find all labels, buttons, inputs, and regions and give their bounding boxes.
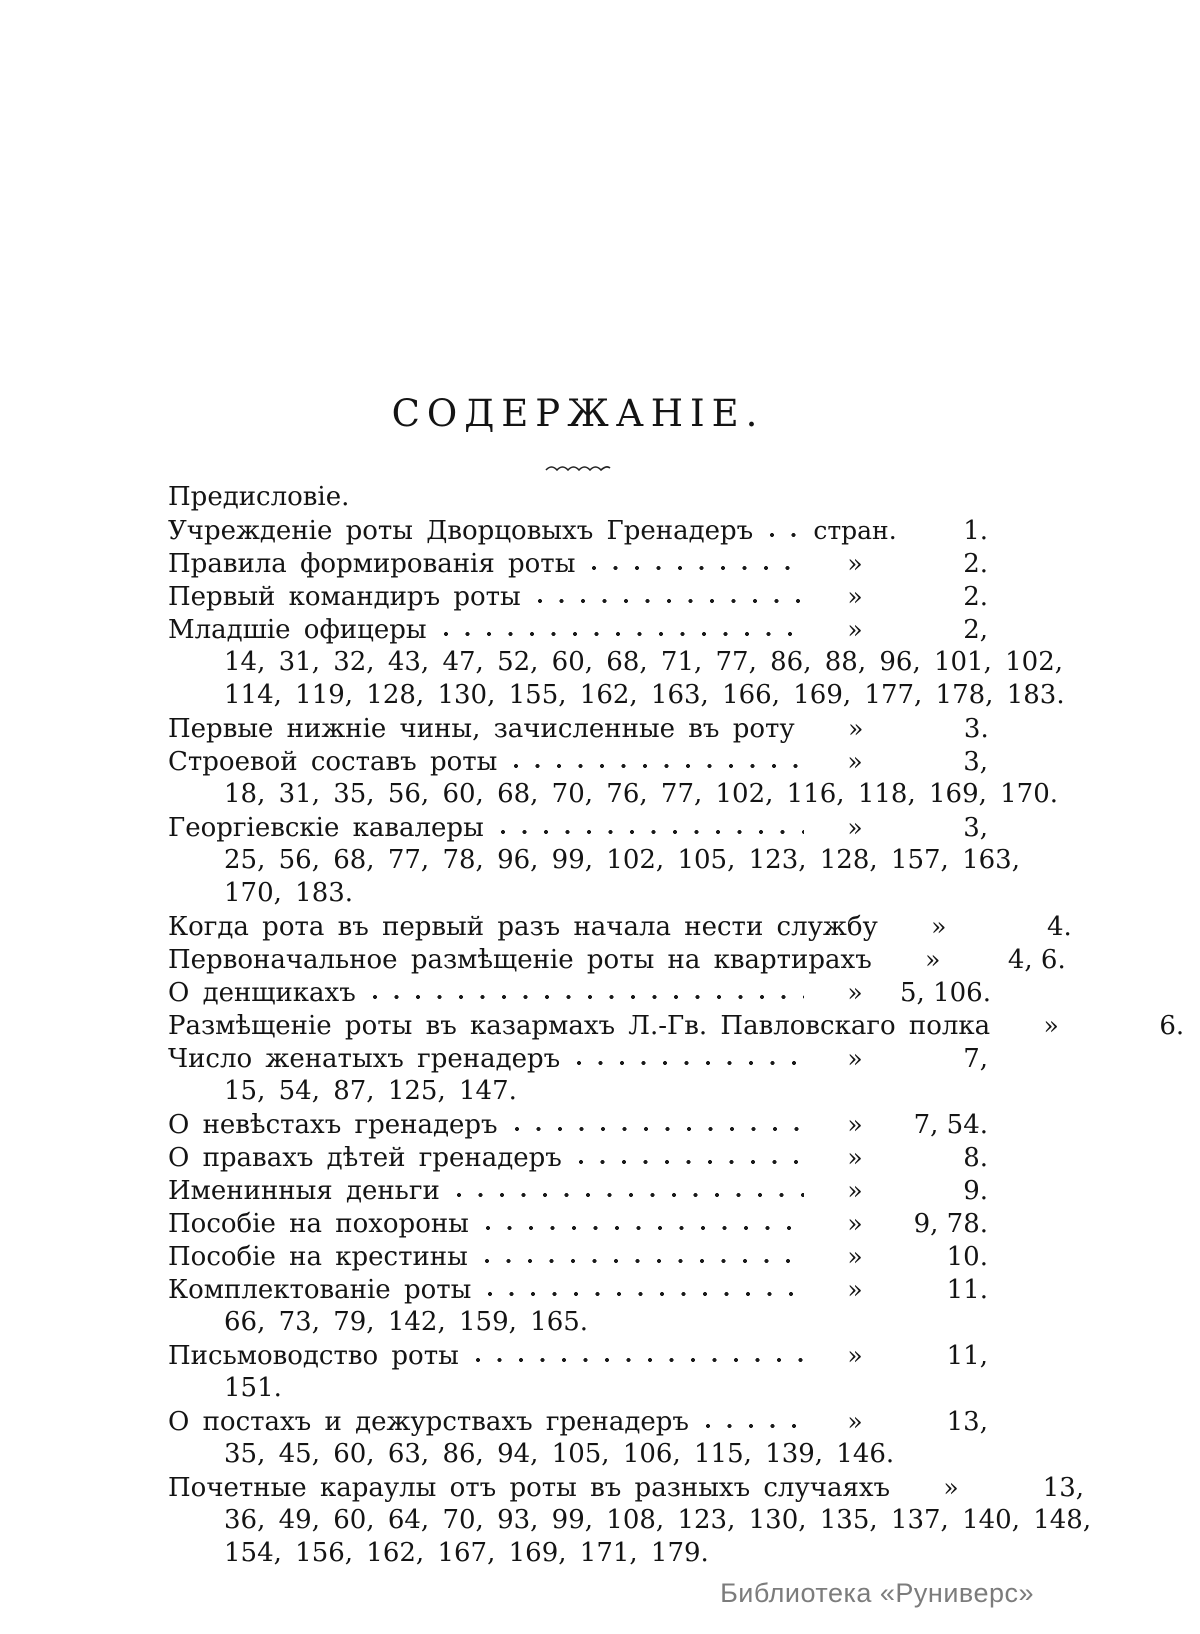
toc-entry-label: О правахъ дѣтей гренадеръ	[168, 1143, 562, 1173]
toc-entry-continuation	[168, 1504, 1092, 1537]
page-column-marker: стран.	[813, 516, 897, 545]
page-column-marker: »	[847, 747, 863, 776]
toc-entry-label: О постахъ и дежурствахъ гренадеръ	[168, 1407, 689, 1437]
dot-leader	[479, 1207, 804, 1240]
toc-entry-continuation	[168, 1075, 988, 1108]
continuation-page-numbers: 18, 31, 35, 56, 60, 68, 70, 76, 77, 102, 116, 118, 169, 170.	[224, 779, 1059, 809]
continuation-page-numbers: 15, 54, 87, 125, 147.	[224, 1076, 517, 1106]
toc-entry-continuation	[168, 1537, 988, 1570]
page-numbers: 3,	[963, 747, 988, 777]
toc-entry-label: Письмоводство роты	[168, 1341, 459, 1371]
toc-entry-label: О невѣстахъ гренадеръ	[168, 1110, 498, 1140]
toc-entry	[168, 613, 988, 646]
toc-entry-label: Первые нижніе чины, зачисленные въ роту	[168, 714, 795, 744]
toc-entry-label: Размѣщеніе роты въ казармахъ Л.-Гв. Павловскаго полка	[168, 1011, 991, 1041]
page-numbers: 7,	[963, 1044, 988, 1074]
page-numbers: 4.	[1046, 912, 1072, 942]
toc-entry	[168, 910, 1072, 943]
continuation-page-numbers: 151.	[224, 1373, 282, 1403]
toc-entry	[168, 745, 988, 778]
ornament-squiggle	[168, 458, 988, 477]
toc-entry-label: Учрежденіе роты Дворцовыхъ Гренадеръ	[168, 516, 754, 546]
toc-entry-label: Пособіе на похороны	[168, 1209, 469, 1239]
toc-entry-label: Первый командиръ роты	[168, 582, 521, 612]
page-numbers: 10.	[946, 1242, 988, 1272]
toc-entry-continuation	[168, 1372, 988, 1405]
page-numbers: 2.	[963, 549, 988, 579]
dot-leader	[570, 1042, 804, 1075]
page-numbers: 9, 78.	[913, 1209, 988, 1239]
toc-entry	[168, 1339, 988, 1372]
continuation-page-numbers: 170, 183.	[224, 878, 354, 908]
page-numbers: 9.	[963, 1176, 988, 1206]
toc-entry	[168, 481, 988, 514]
continuation-page-numbers: 154, 156, 162, 167, 169, 171, 179.	[224, 1538, 709, 1568]
toc-entry-label: Когда рота въ первый разъ начала нести службу	[168, 912, 878, 942]
page-column-marker: »	[847, 978, 863, 1007]
page-column-marker: »	[847, 1407, 863, 1436]
toc-entry	[168, 1042, 988, 1075]
toc-entry	[168, 547, 988, 580]
dot-leader	[469, 1339, 804, 1372]
page-column-marker: »	[847, 813, 863, 842]
page-column-marker: »	[848, 714, 864, 743]
page-numbers: 11.	[946, 1275, 988, 1305]
toc-entry	[168, 514, 988, 547]
page-numbers: 6.	[1159, 1011, 1185, 1041]
page-numbers: 11,	[946, 1341, 988, 1371]
page-column-marker: »	[847, 1044, 863, 1073]
toc-entry	[168, 1405, 988, 1438]
page-column-marker: »	[847, 1341, 863, 1370]
page-numbers: 2,	[963, 615, 988, 645]
page-numbers: 13,	[946, 1407, 988, 1437]
page-column-marker: »	[931, 912, 947, 941]
dot-leader	[508, 1108, 804, 1141]
continuation-page-numbers: 14, 31, 32, 43, 47, 52, 60, 68, 71, 77, 86, 88, 96, 101, 102,	[224, 647, 1064, 677]
toc-entry-label: Пособіе на крестины	[168, 1242, 468, 1272]
dot-leader	[507, 745, 804, 778]
toc-entry-label: Первоначальное размѣщеніе роты на квартирахъ	[168, 945, 872, 975]
page-title: СОДЕРЖАНІЕ.	[391, 392, 765, 435]
toc-entry	[168, 580, 988, 613]
toc-entry-continuation	[168, 844, 1020, 877]
toc-entry	[168, 1471, 1085, 1504]
page-numbers: 1.	[963, 516, 988, 546]
dot-leader	[478, 1240, 804, 1273]
page-column-marker: »	[1043, 1011, 1059, 1040]
dot-leader	[437, 613, 804, 646]
dot-leader	[572, 1141, 804, 1174]
toc-entry	[168, 712, 988, 745]
page-column-marker: »	[847, 1143, 863, 1172]
page-column-marker: »	[943, 1473, 959, 1502]
table-of-contents	[168, 481, 1185, 1570]
continuation-page-numbers: 35, 45, 60, 63, 86, 94, 105, 106, 115, 139, 146.	[224, 1439, 895, 1469]
dot-leader	[366, 976, 804, 1009]
dot-leader	[699, 1405, 804, 1438]
page-column-marker: »	[847, 1242, 863, 1271]
toc-entry	[168, 811, 988, 844]
page-numbers: 4, 6.	[1007, 945, 1066, 975]
toc-entry	[168, 1141, 988, 1174]
toc-entry	[168, 1174, 988, 1207]
page-column-marker: »	[847, 582, 863, 611]
toc-entry-label: Младшіе офицеры	[168, 615, 427, 645]
page-column-marker: »	[847, 615, 863, 644]
page-column-marker: »	[925, 945, 941, 974]
toc-entry-label: Георгіевскіе кавалеры	[168, 813, 484, 843]
toc-entry	[168, 1240, 988, 1273]
continuation-page-numbers: 25, 56, 68, 77, 78, 96, 99, 102, 105, 123, 128, 157, 163,	[224, 845, 1020, 875]
toc-entry-label: Предисловіе.	[168, 482, 350, 512]
page-numbers: 2.	[963, 582, 988, 612]
dot-leader	[494, 811, 804, 844]
toc-entry	[168, 943, 1066, 976]
dot-leader	[763, 514, 804, 547]
page-numbers: 8.	[963, 1143, 988, 1173]
continuation-page-numbers: 66, 73, 79, 142, 159, 165.	[224, 1307, 589, 1337]
page-column-marker: »	[847, 1275, 863, 1304]
page-numbers: 13,	[1042, 1473, 1085, 1503]
page-numbers: 3.	[963, 714, 989, 744]
toc-entry	[168, 1273, 988, 1306]
toc-entry-label: Число женатыхъ гренадеръ	[168, 1044, 561, 1074]
toc-entry	[168, 1108, 988, 1141]
continuation-page-numbers: 114, 119, 128, 130, 155, 162, 163, 166, 169, 177, 178, 183.	[224, 680, 1065, 710]
dot-leader	[585, 547, 804, 580]
toc-entry	[168, 1009, 1185, 1042]
toc-entry	[168, 976, 991, 1009]
page-numbers: 5, 106.	[900, 978, 991, 1008]
toc-entry-label: Правила формированія роты	[168, 549, 576, 579]
toc-entry-continuation	[168, 877, 988, 910]
toc-entry-continuation	[168, 646, 1064, 679]
dot-leader	[481, 1273, 804, 1306]
toc-entry-label: О денщикахъ	[168, 978, 356, 1008]
toc-entry-label: Почетные караулы отъ роты въ разныхъ случаяхъ	[168, 1473, 891, 1503]
page-numbers: 3,	[963, 813, 988, 843]
toc-entry	[168, 1207, 988, 1240]
dot-leader	[450, 1174, 804, 1207]
toc-entry-label: Строевой составъ роты	[168, 747, 498, 777]
dot-leader	[531, 580, 804, 613]
toc-entry-continuation	[168, 1438, 988, 1471]
page-column-marker: »	[847, 1110, 863, 1139]
continuation-page-numbers: 36, 49, 60, 64, 70, 93, 99, 108, 123, 130, 135, 137, 140, 148,	[224, 1505, 1092, 1535]
page-column-marker: »	[847, 1176, 863, 1205]
toc-entry-continuation	[168, 1306, 988, 1339]
toc-entry-label: Комплектованіе роты	[168, 1275, 472, 1305]
page-numbers: 7, 54.	[913, 1110, 988, 1140]
page-column-marker: »	[847, 1209, 863, 1238]
toc-entry-continuation	[168, 778, 1059, 811]
page-column-marker: »	[847, 549, 863, 578]
squiggle-icon	[545, 463, 611, 473]
toc-entry-label: Именинныя деньги	[168, 1176, 440, 1206]
toc-entry-continuation	[168, 679, 1065, 712]
library-watermark: Библиотека «Руниверс»	[720, 1578, 1034, 1608]
